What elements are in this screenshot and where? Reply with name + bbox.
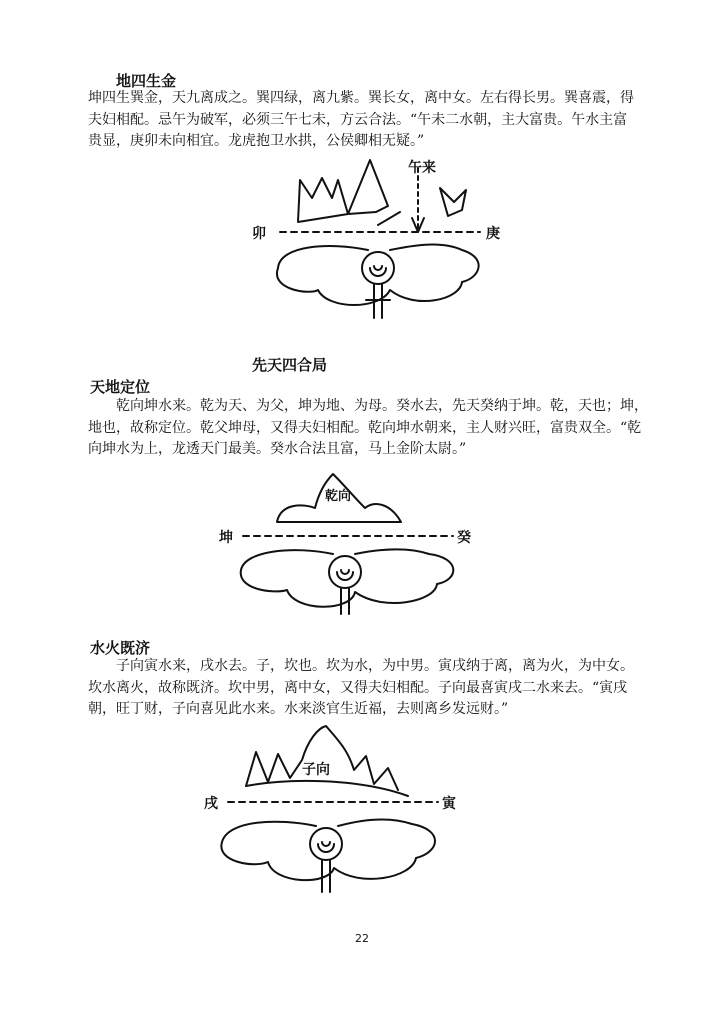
paragraph-line: 夫妇相配。忌午为破军，必须三午七未，方云合法。“午未二水朝，主大富贵。午水主富 — [88, 111, 628, 128]
paragraph-line: 向坤水为上，龙透天门最美。癸水合法且富，马上金阶太尉。” — [88, 441, 467, 457]
figure-label-top-right: 午来 — [408, 160, 436, 176]
paragraph-line: 地也，故称定位。乾父坤母，又得夫妇相配。乾向坤水朝来，主人财兴旺，富贵双全。“乾 — [88, 419, 642, 436]
paragraph-line: 坤四生巽金，天九离成之。巽四绿，离九紫。巽长女，离中女。左右得长男。巽喜震，得 — [88, 90, 634, 106]
section1-paragraph — [88, 88, 660, 153]
section-heading-disizhengjin: 地四生金 — [116, 72, 177, 90]
figure-label-center: 乾向 — [325, 489, 352, 504]
figure-label-right: 寅 — [442, 796, 456, 812]
paragraph-line: 坎水离火，故称既济。坎中男，离中女，又得夫妇相配。子向最喜寅戌二水来去。“寅戌 — [88, 679, 628, 696]
diagram-heaven-earth — [215, 462, 485, 622]
section2-paragraph — [88, 396, 660, 461]
diagram-water-fire — [198, 720, 468, 900]
paragraph-line: 子向寅水来，戌水去。子，坎也。坎为水，为中男。寅戌纳于离，离为火，为中女。 — [116, 658, 634, 674]
diagram-metal-water — [240, 150, 510, 325]
page-number: 22 — [355, 932, 369, 945]
paragraph-line: 乾向坤水来。乾为天、为父，坤为地、为母。癸水去，先天癸纳于坤。乾，天也；坤， — [116, 398, 648, 414]
section-heading-shuihuojiji: 水火既济 — [90, 639, 151, 657]
section3-paragraph — [88, 656, 660, 721]
mountain-shape — [440, 188, 466, 216]
figure-label-left: 戌 — [204, 796, 218, 812]
figure-label-center: 子向 — [302, 762, 330, 778]
figure-label-right: 癸 — [457, 530, 471, 546]
figure-label-right: 庚 — [486, 226, 500, 242]
mountain-shape — [298, 178, 348, 222]
figure-label-left: 坤 — [219, 530, 233, 546]
section-heading-tiandidingwei: 天地定位 — [90, 378, 151, 396]
figure-label-left: 卯 — [252, 226, 266, 242]
paragraph-line: 朝，旺丁财，子向喜见此水来。水来淡官生近福，去则离乡发远财。” — [88, 701, 509, 717]
paragraph-line: 贵显，庚卯未向相宜。龙虎抱卫水拱，公侯卿相无疑。” — [88, 133, 425, 149]
mountain-shape — [348, 160, 388, 214]
center-title-xiantiansihe: 先天四合局 — [252, 356, 328, 374]
